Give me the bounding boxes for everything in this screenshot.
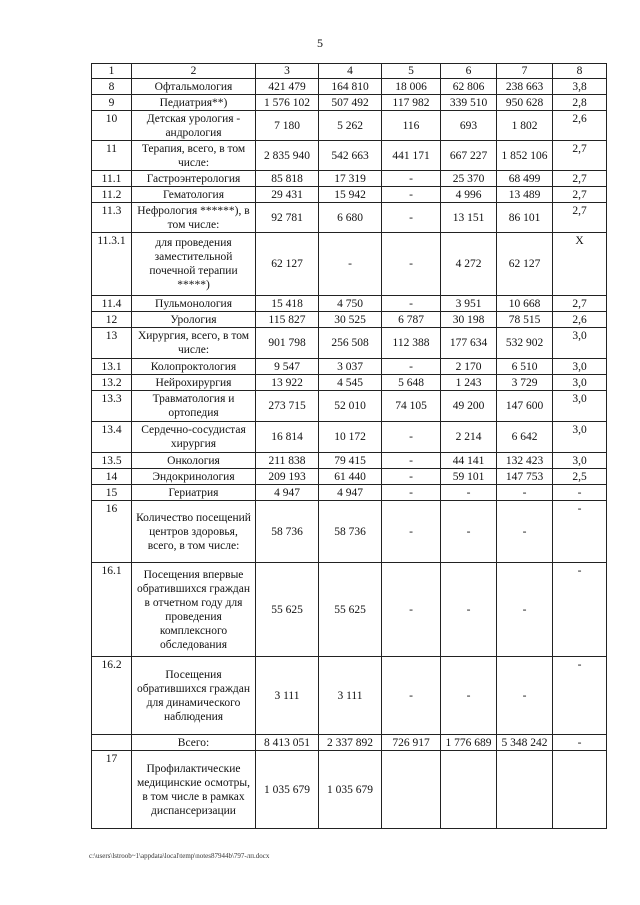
row-number-cell: 13.3 xyxy=(92,391,132,422)
value-cell: 29 431 xyxy=(256,187,319,203)
value-cell: 6 642 xyxy=(497,422,553,453)
ratio-cell: 3,8 xyxy=(553,79,607,95)
value-cell: 1 802 xyxy=(497,111,553,141)
value-cell: - xyxy=(319,233,382,296)
name-cell: Колопроктология xyxy=(132,359,256,375)
value-cell: 4 545 xyxy=(319,375,382,391)
header-cell: 7 xyxy=(497,64,553,79)
value-cell: 52 010 xyxy=(319,391,382,422)
value-cell: 542 663 xyxy=(319,141,382,171)
value-cell: 6 680 xyxy=(319,203,382,233)
row-number-cell: 9 xyxy=(92,95,132,111)
value-cell: 17 319 xyxy=(319,171,382,187)
value-cell: 273 715 xyxy=(256,391,319,422)
page-number: 5 xyxy=(317,36,323,50)
value-cell: 4 996 xyxy=(441,187,497,203)
value-cell: - xyxy=(497,485,553,501)
value-cell: - xyxy=(382,485,441,501)
value-cell: 7 180 xyxy=(256,111,319,141)
ratio-cell: 2,6 xyxy=(553,312,607,328)
value-cell: - xyxy=(382,657,441,735)
name-cell: Урология xyxy=(132,312,256,328)
value-cell: 421 479 xyxy=(256,79,319,95)
value-cell: 9 547 xyxy=(256,359,319,375)
name-cell: Детская урология - андрология xyxy=(132,111,256,141)
table-row xyxy=(92,453,607,469)
ratio-cell xyxy=(553,751,607,829)
file-path-footer: c:\users\lstroob~1\appdata\local\temp\notes87944b\797-лп.docx xyxy=(89,852,270,860)
value-cell: 116 xyxy=(382,111,441,141)
value-cell xyxy=(497,751,553,829)
table-row xyxy=(92,79,607,95)
row-number-cell: 12 xyxy=(92,312,132,328)
ratio-cell: 3,0 xyxy=(553,453,607,469)
value-cell: 1 776 689 xyxy=(441,735,497,751)
value-cell: 4 750 xyxy=(319,296,382,312)
row-number-cell: 16.2 xyxy=(92,657,132,735)
value-cell xyxy=(382,751,441,829)
value-cell: 44 141 xyxy=(441,453,497,469)
value-cell: 62 127 xyxy=(497,233,553,296)
value-cell: - xyxy=(382,203,441,233)
ratio-cell: 2,7 xyxy=(553,296,607,312)
table-row xyxy=(92,375,607,391)
row-number-cell: 13.4 xyxy=(92,422,132,453)
row-number-cell: 16 xyxy=(92,501,132,563)
value-cell: 112 388 xyxy=(382,328,441,359)
ratio-cell: 3,0 xyxy=(553,391,607,422)
value-cell: 16 814 xyxy=(256,422,319,453)
value-cell: - xyxy=(382,563,441,657)
name-cell: Терапия, всего, в том числе: xyxy=(132,141,256,171)
value-cell: 667 227 xyxy=(441,141,497,171)
ratio-cell: 2,7 xyxy=(553,203,607,233)
value-cell: - xyxy=(382,453,441,469)
row-number-cell: 11.1 xyxy=(92,171,132,187)
value-cell: 78 515 xyxy=(497,312,553,328)
data-table xyxy=(91,63,607,829)
value-cell: 117 982 xyxy=(382,95,441,111)
value-cell: 147 600 xyxy=(497,391,553,422)
ratio-cell: 2,8 xyxy=(553,95,607,111)
value-cell: 30 525 xyxy=(319,312,382,328)
header-cell: 6 xyxy=(441,64,497,79)
table-row xyxy=(92,111,607,141)
value-cell: 1 243 xyxy=(441,375,497,391)
value-cell: 10 668 xyxy=(497,296,553,312)
row-number-cell: 11 xyxy=(92,141,132,171)
value-cell: 256 508 xyxy=(319,328,382,359)
value-cell: 4 272 xyxy=(441,233,497,296)
table-row xyxy=(92,141,607,171)
value-cell: - xyxy=(497,501,553,563)
ratio-cell: 2,5 xyxy=(553,469,607,485)
value-cell: 5 262 xyxy=(319,111,382,141)
value-cell: 18 006 xyxy=(382,79,441,95)
row-number-cell: 17 xyxy=(92,751,132,829)
name-cell: Профилактические медицинские осмотры, в том числе в рамках диспансеризации xyxy=(132,751,256,829)
name-cell: Нейрохирургия xyxy=(132,375,256,391)
table-row xyxy=(92,359,607,375)
value-cell: 13 922 xyxy=(256,375,319,391)
value-cell: 59 101 xyxy=(441,469,497,485)
row-number-cell: 11.4 xyxy=(92,296,132,312)
row-number-cell: 8 xyxy=(92,79,132,95)
value-cell: 68 499 xyxy=(497,171,553,187)
value-cell: 2 337 892 xyxy=(319,735,382,751)
row-number-cell xyxy=(92,735,132,751)
value-cell: 5 648 xyxy=(382,375,441,391)
header-cell: 4 xyxy=(319,64,382,79)
value-cell: 1 035 679 xyxy=(319,751,382,829)
value-cell: 693 xyxy=(441,111,497,141)
value-cell: 8 413 051 xyxy=(256,735,319,751)
header-cell: 1 xyxy=(92,64,132,79)
table-row xyxy=(92,735,607,751)
table-row xyxy=(92,657,607,735)
value-cell: 507 492 xyxy=(319,95,382,111)
name-cell: Посещения впервые обратившихся граждан в отчетном году для проведения комплексного обследования xyxy=(132,563,256,657)
value-cell: - xyxy=(497,563,553,657)
name-cell: Гериатрия xyxy=(132,485,256,501)
ratio-cell: 2,7 xyxy=(553,141,607,171)
row-number-cell: 10 xyxy=(92,111,132,141)
value-cell: 532 902 xyxy=(497,328,553,359)
value-cell: 30 198 xyxy=(441,312,497,328)
value-cell: 441 171 xyxy=(382,141,441,171)
value-cell: 62 806 xyxy=(441,79,497,95)
value-cell: 2 170 xyxy=(441,359,497,375)
value-cell: 1 576 102 xyxy=(256,95,319,111)
value-cell: - xyxy=(382,233,441,296)
value-cell: 61 440 xyxy=(319,469,382,485)
value-cell: 1 035 679 xyxy=(256,751,319,829)
value-cell: - xyxy=(382,187,441,203)
value-cell: - xyxy=(382,501,441,563)
table-row xyxy=(92,563,607,657)
value-cell: 4 947 xyxy=(256,485,319,501)
header-cell: 8 xyxy=(553,64,607,79)
table-row xyxy=(92,485,607,501)
table-row xyxy=(92,328,607,359)
value-cell: 3 729 xyxy=(497,375,553,391)
value-cell: - xyxy=(382,171,441,187)
name-cell: Гастроэнтерология xyxy=(132,171,256,187)
name-cell: для проведения заместительной почечной терапии *****) xyxy=(132,233,256,296)
value-cell: - xyxy=(441,501,497,563)
name-cell: Педиатрия**) xyxy=(132,95,256,111)
ratio-cell: - xyxy=(553,485,607,501)
row-number-cell: 13.1 xyxy=(92,359,132,375)
header-row xyxy=(92,64,607,79)
row-number-cell: 13 xyxy=(92,328,132,359)
row-number-cell: 15 xyxy=(92,485,132,501)
value-cell: 15 942 xyxy=(319,187,382,203)
value-cell: 726 917 xyxy=(382,735,441,751)
value-cell: 1 852 106 xyxy=(497,141,553,171)
value-cell: 74 105 xyxy=(382,391,441,422)
value-cell: - xyxy=(382,296,441,312)
ratio-cell: 3,0 xyxy=(553,375,607,391)
ratio-cell: - xyxy=(553,501,607,563)
ratio-cell: Х xyxy=(553,233,607,296)
value-cell: 132 423 xyxy=(497,453,553,469)
header-cell: 5 xyxy=(382,64,441,79)
value-cell: 147 753 xyxy=(497,469,553,485)
table-row xyxy=(92,203,607,233)
value-cell: - xyxy=(441,657,497,735)
value-cell: 950 628 xyxy=(497,95,553,111)
value-cell: 115 827 xyxy=(256,312,319,328)
row-number-cell: 11.3 xyxy=(92,203,132,233)
value-cell: 58 736 xyxy=(256,501,319,563)
value-cell: 79 415 xyxy=(319,453,382,469)
name-cell: Пульмонология xyxy=(132,296,256,312)
table-row xyxy=(92,469,607,485)
value-cell: 86 101 xyxy=(497,203,553,233)
value-cell xyxy=(441,751,497,829)
table-row xyxy=(92,233,607,296)
value-cell: 4 947 xyxy=(319,485,382,501)
value-cell: - xyxy=(382,422,441,453)
table-row xyxy=(92,171,607,187)
table-row xyxy=(92,187,607,203)
table-row xyxy=(92,296,607,312)
value-cell: 2 214 xyxy=(441,422,497,453)
value-cell: 164 810 xyxy=(319,79,382,95)
value-cell: 55 625 xyxy=(256,563,319,657)
value-cell: 6 787 xyxy=(382,312,441,328)
table-row xyxy=(92,312,607,328)
row-number-cell: 11.2 xyxy=(92,187,132,203)
value-cell: - xyxy=(382,359,441,375)
name-cell: Травматология и ортопедия xyxy=(132,391,256,422)
ratio-cell: 2,7 xyxy=(553,187,607,203)
name-cell: Гематология xyxy=(132,187,256,203)
name-cell: Сердечно-сосудистая хирургия xyxy=(132,422,256,453)
name-cell: Всего: xyxy=(132,735,256,751)
value-cell: - xyxy=(441,485,497,501)
value-cell: 177 634 xyxy=(441,328,497,359)
value-cell: 13 151 xyxy=(441,203,497,233)
value-cell: - xyxy=(497,657,553,735)
value-cell: 3 111 xyxy=(319,657,382,735)
ratio-cell: 2,6 xyxy=(553,111,607,141)
value-cell: 58 736 xyxy=(319,501,382,563)
value-cell: 3 037 xyxy=(319,359,382,375)
name-cell: Офтальмология xyxy=(132,79,256,95)
value-cell: 238 663 xyxy=(497,79,553,95)
value-cell: 92 781 xyxy=(256,203,319,233)
value-cell: 25 370 xyxy=(441,171,497,187)
value-cell: 15 418 xyxy=(256,296,319,312)
ratio-cell: - xyxy=(553,657,607,735)
ratio-cell: - xyxy=(553,735,607,751)
value-cell: 5 348 242 xyxy=(497,735,553,751)
row-number-cell: 11.3.1 xyxy=(92,233,132,296)
value-cell: 13 489 xyxy=(497,187,553,203)
value-cell: 85 818 xyxy=(256,171,319,187)
table-row xyxy=(92,751,607,829)
value-cell: 901 798 xyxy=(256,328,319,359)
table-row xyxy=(92,391,607,422)
value-cell: - xyxy=(382,469,441,485)
value-cell: 3 111 xyxy=(256,657,319,735)
value-cell: 62 127 xyxy=(256,233,319,296)
value-cell: 55 625 xyxy=(319,563,382,657)
ratio-cell: 3,0 xyxy=(553,359,607,375)
ratio-cell: - xyxy=(553,563,607,657)
row-number-cell: 16.1 xyxy=(92,563,132,657)
row-number-cell: 14 xyxy=(92,469,132,485)
name-cell: Онкология xyxy=(132,453,256,469)
name-cell: Хирургия, всего, в том числе: xyxy=(132,328,256,359)
value-cell: 2 835 940 xyxy=(256,141,319,171)
row-number-cell: 13.5 xyxy=(92,453,132,469)
name-cell: Эндокринология xyxy=(132,469,256,485)
value-cell: 3 951 xyxy=(441,296,497,312)
header-cell: 2 xyxy=(132,64,256,79)
value-cell: 339 510 xyxy=(441,95,497,111)
value-cell: 209 193 xyxy=(256,469,319,485)
ratio-cell: 3,0 xyxy=(553,328,607,359)
value-cell: 49 200 xyxy=(441,391,497,422)
name-cell: Посещения обратившихся граждан для динамического наблюдения xyxy=(132,657,256,735)
row-number-cell: 13.2 xyxy=(92,375,132,391)
table-row xyxy=(92,95,607,111)
header-cell: 3 xyxy=(256,64,319,79)
table-row xyxy=(92,422,607,453)
table-body xyxy=(92,64,607,829)
ratio-cell: 2,7 xyxy=(553,171,607,187)
ratio-cell: 3,0 xyxy=(553,422,607,453)
name-cell: Нефрология ******), в том числе: xyxy=(132,203,256,233)
table-row xyxy=(92,501,607,563)
name-cell: Количество посещений центров здоровья, всего, в том числе: xyxy=(132,501,256,563)
value-cell: 10 172 xyxy=(319,422,382,453)
value-cell: - xyxy=(441,563,497,657)
value-cell: 6 510 xyxy=(497,359,553,375)
value-cell: 211 838 xyxy=(256,453,319,469)
